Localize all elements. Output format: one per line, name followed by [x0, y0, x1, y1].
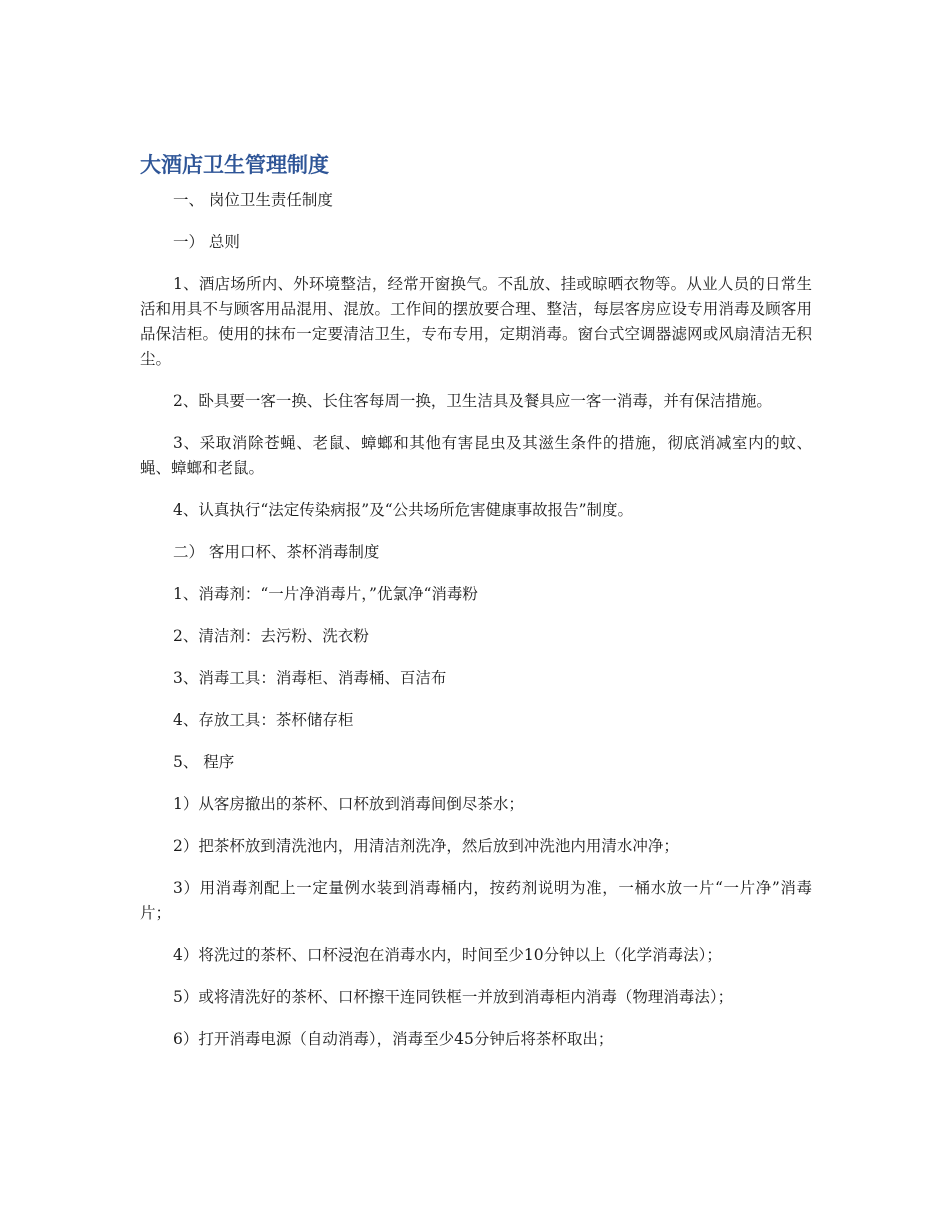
paragraph-item-3: 3、采取消除苍蝇、老鼠、蟑螂和其他有害昆虫及其滋生条件的措施，彻底消减室内的蚊、蝇、蟑螂和老鼠。: [140, 434, 812, 477]
subsection-heading-general: 一） 总则: [173, 233, 240, 251]
document-page: [140, 150, 812, 1069]
procedure-step-2: 2）把茶杯放到清洗池内，用清洁剂洗净，然后放到冲洗池内用清水冲净；: [173, 837, 679, 855]
procedure-step-4: 4）将洗过的茶杯、口杯浸泡在消毒水内，时间至少10分钟以上（化学消毒法）；: [173, 946, 722, 964]
list-item-disinfection-tools: 3、消毒工具：消毒柜、消毒桶、百洁布: [173, 669, 447, 687]
procedure-step-5: 5）或将清洗好的茶杯、口杯擦干连同铁框一并放到消毒柜内消毒（物理消毒法）；: [173, 988, 734, 1006]
subsection-heading-cup-disinfection: 二） 客用口杯、茶杯消毒制度: [173, 543, 380, 561]
paragraph-item-2: 2、卧具要一客一换、长住客每周一换，卫生洁具及餐具应一客一消毒，并有保洁措施。: [173, 392, 772, 410]
paragraph-item-4: 4、认真执行“法定传染病报”及“公共场所危害健康事故报告”制度。: [173, 501, 634, 519]
document-title: 大酒店卫生管理制度: [140, 153, 329, 177]
list-item-procedure: 5、 程序: [173, 753, 235, 771]
list-item-cleaner: 2、清洁剂：去污粉、洗衣粉: [173, 627, 369, 645]
section-heading-1: 一、 岗位卫生责任制度: [173, 191, 333, 209]
list-item-disinfectant: 1、消毒剂：“一片净消毒片，”优氯净“消毒粉: [173, 585, 478, 603]
procedure-step-1: 1）从客房撤出的茶杯、口杯放到消毒间倒尽茶水；: [173, 795, 524, 813]
procedure-step-6: 6）打开消毒电源（自动消毒），消毒至少45分钟后将茶杯取出；: [173, 1030, 614, 1048]
procedure-step-3: 3）用消毒剂配上一定量例水装到消毒桶内，按药剂说明为准，一桶水放一片“一片净”消毒片；: [140, 879, 812, 922]
list-item-storage-tools: 4、存放工具：茶杯储存柜: [173, 711, 354, 729]
paragraph-item-1: 1、酒店场所内、外环境整洁，经常开窗换气。不乱放、挂或晾晒衣物等。从业人员的日常生活和用具不与顾客用品混用、混放。工作间的摆放要合理、整洁，每层客房应设专用消毒及顾客用品保洁柜。使用的抹布一定要清洁卫生，专布专用，定期消毒。窗台式空调器滤网或风扇清洁无积尘。: [140, 275, 812, 368]
